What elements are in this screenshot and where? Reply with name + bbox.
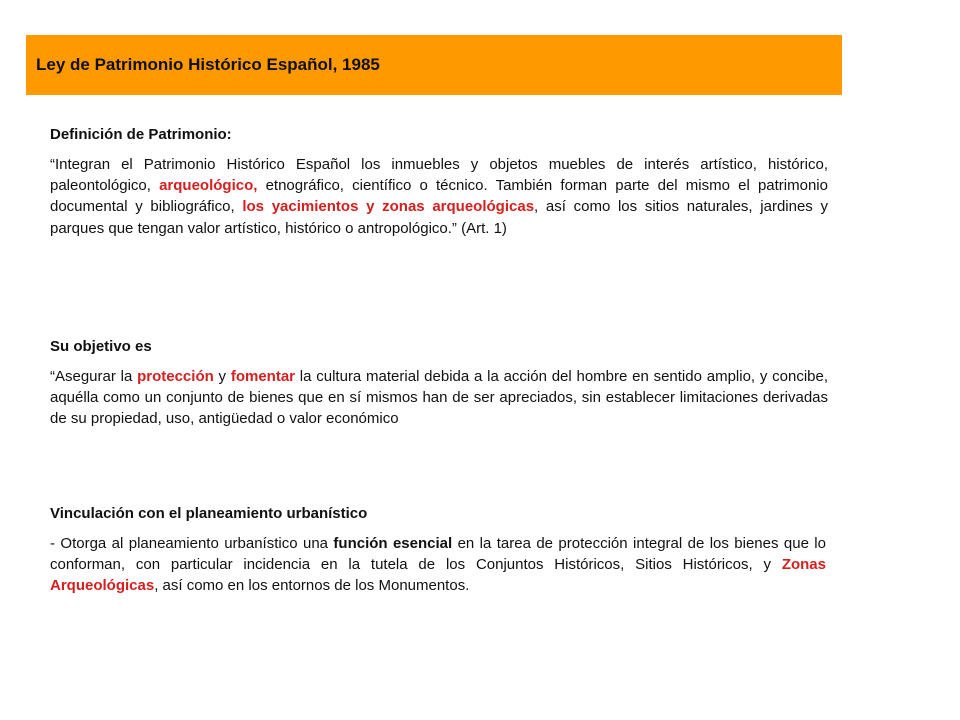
- planning-paragraph: [50, 533, 826, 597]
- planning-text-1: - Otorga al planeamiento urbanístico una: [50, 535, 334, 552]
- page-title: Ley de Patrimonio Histórico Español, 1985: [36, 55, 380, 74]
- planning-section: [50, 505, 826, 597]
- definition-text-1: “Integran el Patrimonio Histórico Español los inmuebles y objetos muebles de interés artístico, histórico, paleontológico,: [50, 156, 828, 195]
- objective-section: [50, 338, 828, 430]
- definition-paragraph: [50, 154, 828, 239]
- planning-highlight-zonas-arqueologicas: Zonas Arqueológicas: [50, 556, 826, 595]
- objective-text-3: la cultura material debida a la acción del hombre en sentido amplio, y concibe, aquélla como un conjunto de bienes que en sí mismos han de ser apreciados, sin establecer limitaciones derivadas de su propiedad, uso, antigüedad o valor económico: [50, 368, 829, 428]
- definition-highlight-yacimientos: los yacimientos y zonas arqueológicas: [242, 198, 535, 216]
- planning-heading: Vinculación con el planeamiento urbanístico: [50, 505, 368, 522]
- definition-highlight-arqueologico: arqueológico,: [159, 177, 258, 195]
- title-banner: [26, 35, 842, 95]
- objective-text-1: “Asegurar la: [50, 368, 138, 385]
- definition-heading: Definición de Patrimonio:: [50, 126, 232, 143]
- objective-paragraph: [50, 366, 828, 430]
- objective-highlight-proteccion: protección: [137, 368, 214, 385]
- objective-highlight-fomentar: fomentar: [230, 368, 296, 385]
- planning-bold-funcion-esencial: función esencial: [333, 535, 453, 552]
- planning-text-3: , así como en los entornos de los Monumentos.: [154, 577, 470, 595]
- objective-heading: Su objetivo es: [50, 338, 152, 355]
- planning-text-2: en la tarea de protección integral de los bienes que lo conforman, con particular incidencia en la tutela de los Conjuntos Históricos, Sitios Históricos, y: [50, 535, 826, 574]
- objective-text-2: y: [213, 368, 231, 385]
- definition-text-2: etnográfico, científico o técnico. También forman parte del mismo el patrimonio documental y bibliográfico,: [50, 177, 828, 216]
- definition-section: [50, 126, 828, 239]
- definition-text-3: , así como los sitios naturales, jardines y parques que tengan valor artístico, histórico o antropológico.” (Art. 1): [50, 198, 828, 237]
